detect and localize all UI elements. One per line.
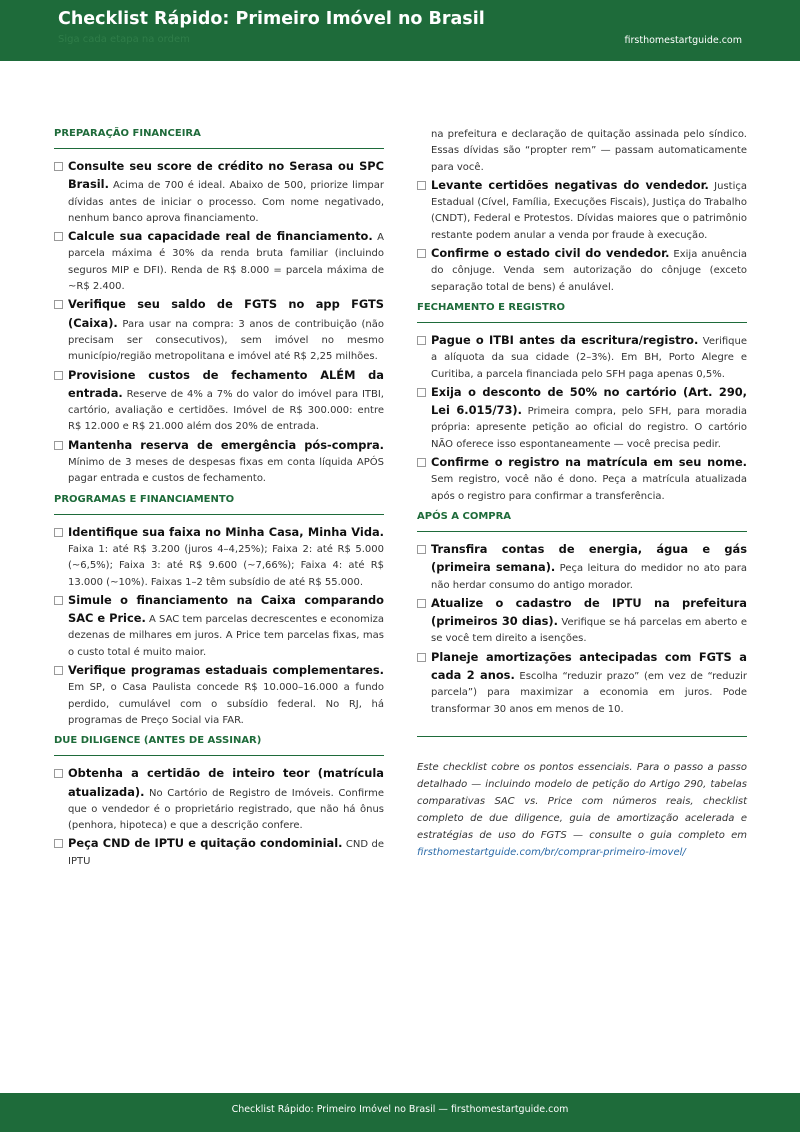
item-body: A parcela máxima é 30% da renda bruta familiar (incluindo seguros MIP e DFI). Renda de R$ 8.000 = parcela máxima de ~R$ 2.400. — [68, 232, 384, 293]
section-title-after: APÓS A COMPRA — [417, 511, 747, 532]
item-heading: Confirme o estado civil do vendedor. — [431, 246, 670, 261]
item-heading: Identifique sua faixa no Minha Casa, Minha Vida. — [68, 524, 384, 539]
checklist-item — [54, 367, 384, 436]
checkbox-icon[interactable] — [54, 596, 63, 605]
item-heading: Transfira contas de energia, água e gás (primeira semana). — [431, 541, 747, 575]
guide-link[interactable]: firsthomestartguide.com/br/comprar-primeiro-imovel/ — [417, 846, 686, 858]
item-body: CND de IPTU — [68, 839, 385, 867]
checklist-item — [417, 649, 747, 718]
item-body: Sem registro, você não é dono. Peça a matrícula atualizada após o registro para confirmar a transferência. — [431, 474, 747, 502]
checklist-item — [54, 592, 384, 661]
checkbox-icon[interactable] — [54, 300, 63, 309]
right-column — [417, 127, 747, 861]
checklist-item — [54, 228, 384, 295]
checkbox-icon[interactable] — [54, 666, 63, 675]
item-heading: Mantenha reserva de emergência pós-compra. — [68, 437, 384, 452]
item-heading: Confirme o registro na matrícula em seu nome. — [431, 455, 747, 470]
checkbox-icon[interactable] — [417, 599, 426, 608]
section-title-due: DUE DILIGENCE (ANTES DE ASSINAR) — [54, 735, 384, 756]
item-heading: Consulte seu score de crédito no Serasa ou SPC Brasil. — [68, 159, 384, 192]
left-column — [54, 128, 384, 871]
section-title-programs: PROGRAMAS E FINANCIAMENTO — [54, 494, 384, 515]
item-body: A SAC tem parcelas decrescentes e economiza dezenas de milhares em juros. A Price tem parcelas fixas, mas o custo total é muito maior. — [68, 614, 384, 658]
checkbox-icon[interactable] — [417, 653, 426, 662]
checkbox-icon[interactable] — [417, 336, 426, 345]
item-heading: Calcule sua capacidade real de financiamento. — [68, 229, 373, 244]
item-body: Mínimo de 3 meses de despesas fixas em conta líquida APÓS pagar entrada e custos de fechamento. — [68, 457, 384, 485]
footer-text: Checklist Rápido: Primeiro Imóvel no Brasil — firsthomestartguide.com — [231, 1104, 569, 1115]
item-body: Peça leitura do medidor no ato para não herdar consumo do antigo morador. — [431, 563, 747, 591]
checklist-item — [417, 332, 747, 383]
checklist-item — [54, 437, 384, 488]
checklist-item — [54, 296, 384, 365]
section-due-list-cont — [417, 177, 747, 296]
item-body: Reserve de 4% a 7% do valor do imóvel para ITBI, cartório, avaliação e certidões. Imóvel de R$ 300.000: entre R$ 12.000 e R$ 21.000 além dos 20% de entrada. — [68, 388, 384, 433]
page-subtitle: Siga cada etapa na ordem — [58, 34, 190, 45]
checklist-item — [54, 524, 384, 591]
item-heading: Verifique programas estaduais complementares. — [68, 663, 384, 678]
checklist-item — [54, 765, 384, 834]
item-body: Faixa 1: até R$ 3.200 (juros 4–4,25%); Faixa 2: até R$ 5.000 (~6,5%); Faixa 3: até R$ 9.600 (~7,66%); Faixa 4: até R$ 13.000 (~10%). Faixas 1–2 têm subsídio de até R$ 55.000. — [68, 543, 384, 588]
section-due-list — [54, 765, 384, 870]
section-prep-list — [54, 158, 384, 488]
divider — [417, 736, 747, 737]
item-body: Para usar na compra: 3 anos de contribuição (não precisam ser consecutivos), sem imóvel no mesmo município/região metropolitana e imóvel até R$ 2,25 milhões. — [68, 318, 384, 363]
item-body: Acima de 700 é ideal. Abaixo de 500, priorize limpar dívidas antes de iniciar o processo. Com nome negativado, nenhum banco aprova financiamento. — [68, 180, 384, 224]
checkbox-icon[interactable] — [54, 232, 63, 241]
checkbox-icon[interactable] — [54, 371, 63, 380]
checkbox-icon[interactable] — [417, 388, 426, 397]
item-heading: Obtenha a certidão de inteiro teor (matrícula atualizada). — [68, 766, 384, 799]
checkbox-icon[interactable] — [417, 458, 426, 467]
section-closing-list — [417, 332, 747, 505]
checkbox-icon[interactable] — [417, 181, 426, 190]
checkbox-icon[interactable] — [54, 441, 63, 450]
checkbox-icon[interactable] — [54, 528, 63, 537]
item-heading: Exija o desconto de 50% no cartório (Art. 290, Lei 6.015/73). — [431, 384, 747, 418]
item-body: Verifique se há parcelas em aberto e se você tem direito a isenções. — [431, 617, 747, 645]
closing-note-text: Este checklist cobre os pontos essenciais. Para o passo a passo detalhado — incluindo modelo de petição do Artigo 290, tabelas comparativas SAC vs. Price com números reais, checklist completo de due diligence, guia de amortização acelerada e estratégias de uso do FGTS — consulte o guia completo em — [417, 761, 747, 841]
checklist-item — [417, 384, 747, 453]
page-title: Checklist Rápido: Primeiro Imóvel no Brasil — [58, 9, 485, 29]
item-heading: Verifique seu saldo de FGTS no app FGTS (Caixa). — [68, 297, 384, 330]
item-heading: Pague o ITBI antes da escritura/registro. — [431, 332, 699, 347]
section-programs-list — [54, 524, 384, 730]
checklist-item — [417, 454, 747, 505]
checklist-item — [54, 662, 384, 729]
section-title-closing: FECHAMENTO E REGISTRO — [417, 302, 747, 323]
item-heading: Atualize o cadastro de IPTU na prefeitura (primeiros 30 dias). — [431, 595, 747, 629]
item-continuation: na prefeitura e declaração de quitação assinada pelo síndico. Essas dívidas são “propter rem” — passam automaticamente para você. — [431, 129, 747, 173]
item-body: Justiça Estadual (Cível, Família, Execuções Fiscais), Justiça do Trabalho (CNDT), Federal e Protestos. Dívidas maiores que o patrimônio restante podem anular a venda por fraude à execução. — [431, 180, 747, 241]
checkbox-icon[interactable] — [417, 545, 426, 554]
item-heading: Levante certidões negativas do vendedor. — [431, 177, 709, 192]
section-title-prep: PREPARAÇÃO FINANCEIRA — [54, 128, 384, 149]
checkbox-icon[interactable] — [54, 839, 63, 848]
item-body: Escolha “reduzir prazo” (em vez de “reduzir parcela”) para maximizar a economia em juros. Pode transformar 30 anos em menos de 10. — [431, 671, 747, 715]
page-footer — [0, 1093, 800, 1132]
checklist-item — [417, 177, 747, 244]
item-heading: Simule o financiamento na Caixa comparando SAC e Price. — [68, 592, 384, 626]
page-header — [0, 0, 800, 61]
item-heading: Provisione custos de fechamento ALÉM da entrada. — [68, 367, 384, 400]
checkbox-icon[interactable] — [417, 249, 426, 258]
item-heading: Peça CND de IPTU e quitação condominial. — [68, 836, 343, 851]
section-after-list — [417, 541, 747, 718]
item-body: Em SP, o Casa Paulista concede R$ 10.000–16.000 a fundo perdido, cumulável com o subsídio federal. No RJ, há programas de Preço Social via FAR. — [68, 682, 384, 726]
header-site: firsthomestartguide.com — [624, 35, 742, 46]
item-body: Primeira compra, pelo SFH, para moradia própria: apresente petição ao oficial do registro. O cartório NÃO oferece isso espontaneamente — você precisa pedir. — [431, 406, 747, 450]
checklist-item — [417, 595, 747, 648]
checkbox-icon[interactable] — [54, 769, 63, 778]
item-body: No Cartório de Registro de Imóveis. Confirme que o vendedor é o proprietário registrado, que não há ônus (penhora, hipoteca) e que a descrição confere. — [68, 787, 384, 832]
item-heading: Planeje amortizações antecipadas com FGTS a cada 2 anos. — [431, 649, 747, 683]
closing-note — [417, 759, 747, 861]
checklist-item — [54, 835, 384, 870]
checklist-item — [54, 158, 384, 227]
item-body: Verifique a alíquota da sua cidade (2–3%). Em BH, Porto Alegre e Curitiba, a parcela financiada pelo SFH paga apenas 0,5%. — [431, 335, 748, 380]
checklist-item — [417, 541, 747, 594]
checkbox-icon[interactable] — [54, 162, 63, 171]
checklist-item — [417, 245, 747, 296]
item-body: Exija anuência do cônjuge. Venda sem autorização do cônjuge (exceto separação total de bens) é anulável. — [431, 249, 747, 293]
